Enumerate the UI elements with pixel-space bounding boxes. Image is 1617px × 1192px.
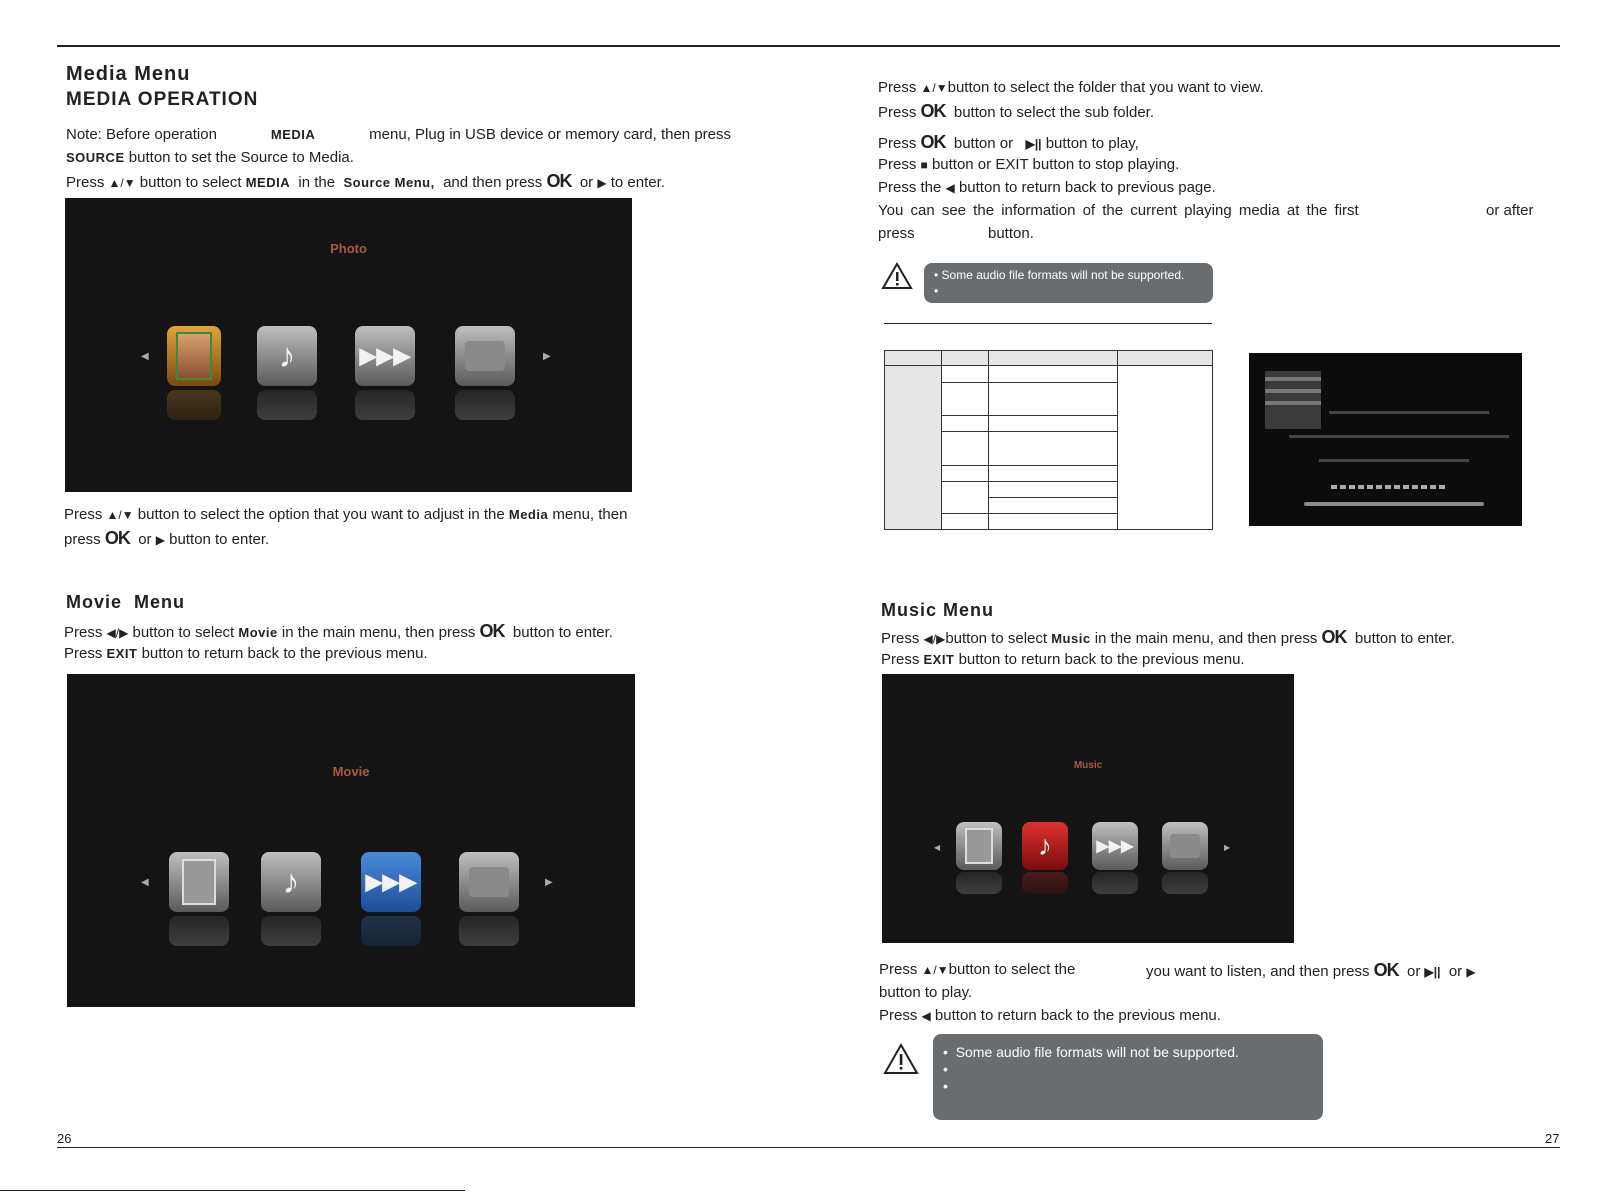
play-pause-icon: ▶|| [1424, 965, 1441, 979]
ok-button-label: OK [104, 528, 130, 548]
intro-line-6a: You can see the information of the current playing media at the first [878, 202, 1359, 219]
music-line-4: button to play. [879, 984, 973, 1001]
movie-icon: ▶▶▶ [355, 326, 415, 386]
screen-title: Music [1073, 760, 1103, 771]
intro-line-2: Press OK button to select the sub folder. [878, 101, 1154, 121]
screen-title: Movie [332, 764, 370, 779]
left-right-arrows-icon: ◀/▶ [106, 626, 129, 640]
section-rule [884, 323, 1212, 324]
media-keyword: MEDIA [270, 127, 316, 142]
ok-button-label: OK [920, 101, 946, 121]
format-table [884, 350, 1213, 530]
media-menu-heading: Media Menu [66, 63, 191, 85]
info-line [1265, 389, 1321, 393]
adjust-line-2: press OK or ▶ button to enter. [64, 528, 270, 548]
movie-icon: ▶▶▶ [1092, 822, 1138, 870]
page-number-right: 27 [1545, 1131, 1560, 1146]
bottom-rule [57, 1147, 1560, 1148]
note-item: • [943, 1078, 956, 1094]
warning-icon [881, 262, 913, 290]
left-arrow-icon: ◀ [945, 181, 955, 195]
left-arrow-icon: ◀ [934, 843, 941, 852]
music-line-1: Press ◀/▶button to select Music in the main menu, and then press OK button to enter. [881, 627, 1455, 647]
ok-button-label: OK [920, 132, 946, 152]
info-line [1329, 411, 1489, 414]
movie-icon: ▶▶▶ [361, 852, 421, 912]
stop-icon: ■ [920, 158, 928, 172]
intro-line-4: Press ■ button or EXIT button to stop playing. [878, 156, 1180, 173]
music-line-5: Press ◀ button to return back to the previous menu. [879, 1007, 1221, 1024]
right-arrow-icon: ▶ [155, 533, 165, 547]
music-icon: ♪ [261, 852, 321, 912]
note-item: • Some audio file formats will not be supported. [934, 268, 1185, 282]
intro-line-3: Press OK button or ▶|| button to play, [878, 132, 1139, 152]
music-icon: ♪ [257, 326, 317, 386]
photo-icon [167, 326, 221, 386]
ok-button-label: OK [1373, 960, 1399, 980]
movie-menu-screen [67, 674, 635, 1007]
note-item: • Some audio file formats will not be supported. [943, 1044, 1239, 1060]
info-line [1319, 459, 1469, 462]
note-box-1 [924, 263, 1213, 303]
info-line [1265, 377, 1321, 381]
up-down-arrows-icon: ▲/▼ [108, 176, 136, 190]
info-line [1289, 435, 1509, 438]
note-line-2: SOURCE button to set the Source to Media. [66, 149, 354, 166]
right-arrow-icon: ▶ [543, 351, 551, 362]
note-line-1: Note: Before operation MEDIA menu, Plug in USB device or memory card, then press [66, 124, 731, 146]
intro-line-6b: or after [1486, 202, 1534, 219]
playback-info-screen [1249, 353, 1522, 526]
play-pause-icon: ▶|| [1025, 137, 1042, 151]
photo-icon [956, 822, 1002, 870]
top-rule [57, 45, 1560, 47]
movie-line-2: Press EXIT button to return back to the previous menu. [64, 645, 428, 662]
cut-rule [0, 1190, 465, 1191]
music-menu-screen [882, 674, 1294, 943]
page-number-left: 26 [57, 1131, 72, 1146]
intro-line-7a: press [878, 225, 915, 242]
ok-button-label: OK [546, 171, 572, 191]
movie-menu-heading: Movie Menu [66, 592, 186, 612]
intro-line-1: Press ▲/▼button to select the folder that you want to view. [878, 79, 1264, 96]
warning-icon [883, 1043, 919, 1075]
intro-line-7b: button. [988, 225, 1034, 242]
info-line [1265, 401, 1321, 405]
right-arrow-icon: ▶ [1224, 843, 1231, 852]
note-box-2 [933, 1034, 1323, 1120]
movie-line-1: Press ◀/▶ button to select Movie in the main menu, then press OK button to enter. [64, 621, 613, 641]
music-menu-heading: Music Menu [881, 600, 995, 620]
photo-menu-screen [65, 198, 632, 492]
music-icon: ♪ [1022, 822, 1068, 870]
tv-icon [455, 326, 515, 386]
ok-button-label: OK [479, 621, 505, 641]
note-item: • [934, 284, 939, 298]
note-line-3: Press ▲/▼ button to select MEDIA in the Source Menu, and then press OK or ▶ to enter. [66, 171, 665, 191]
left-arrow-icon: ◀ [921, 1009, 931, 1023]
music-line-2: Press EXIT button to return back to the previous menu. [881, 651, 1245, 668]
tv-icon [459, 852, 519, 912]
photo-icon [169, 852, 229, 912]
music-line-3a: Press ▲/▼button to select the [879, 961, 1076, 978]
progress-dots [1331, 485, 1447, 489]
right-arrow-icon: ▶ [597, 176, 607, 190]
adjust-line-1: Press ▲/▼ button to select the option that you want to adjust in the Media menu, then [64, 506, 628, 523]
ok-button-label: OK [1321, 627, 1347, 647]
up-down-arrows-icon: ▲/▼ [106, 508, 134, 522]
note-item: • [943, 1061, 956, 1077]
left-arrow-icon: ◀ [141, 877, 149, 888]
music-line-3b: you want to listen, and then press OK or ▶|| or ▶ [1146, 960, 1476, 980]
right-arrow-icon: ▶ [1466, 965, 1476, 979]
intro-line-5: Press the ◀ button to return back to previous page. [878, 179, 1216, 196]
progress-bar [1304, 502, 1484, 506]
up-down-arrows-icon: ▲/▼ [921, 963, 949, 977]
screen-title: Photo [330, 241, 367, 256]
source-keyword: SOURCE [66, 150, 125, 165]
media-operation-heading: MEDIA OPERATION [66, 89, 259, 110]
tv-icon [1162, 822, 1208, 870]
right-arrow-icon: ▶ [545, 877, 553, 888]
up-down-arrows-icon: ▲/▼ [920, 81, 948, 95]
left-arrow-icon: ◀ [141, 351, 149, 362]
left-right-arrows-icon: ◀/▶ [923, 632, 946, 646]
